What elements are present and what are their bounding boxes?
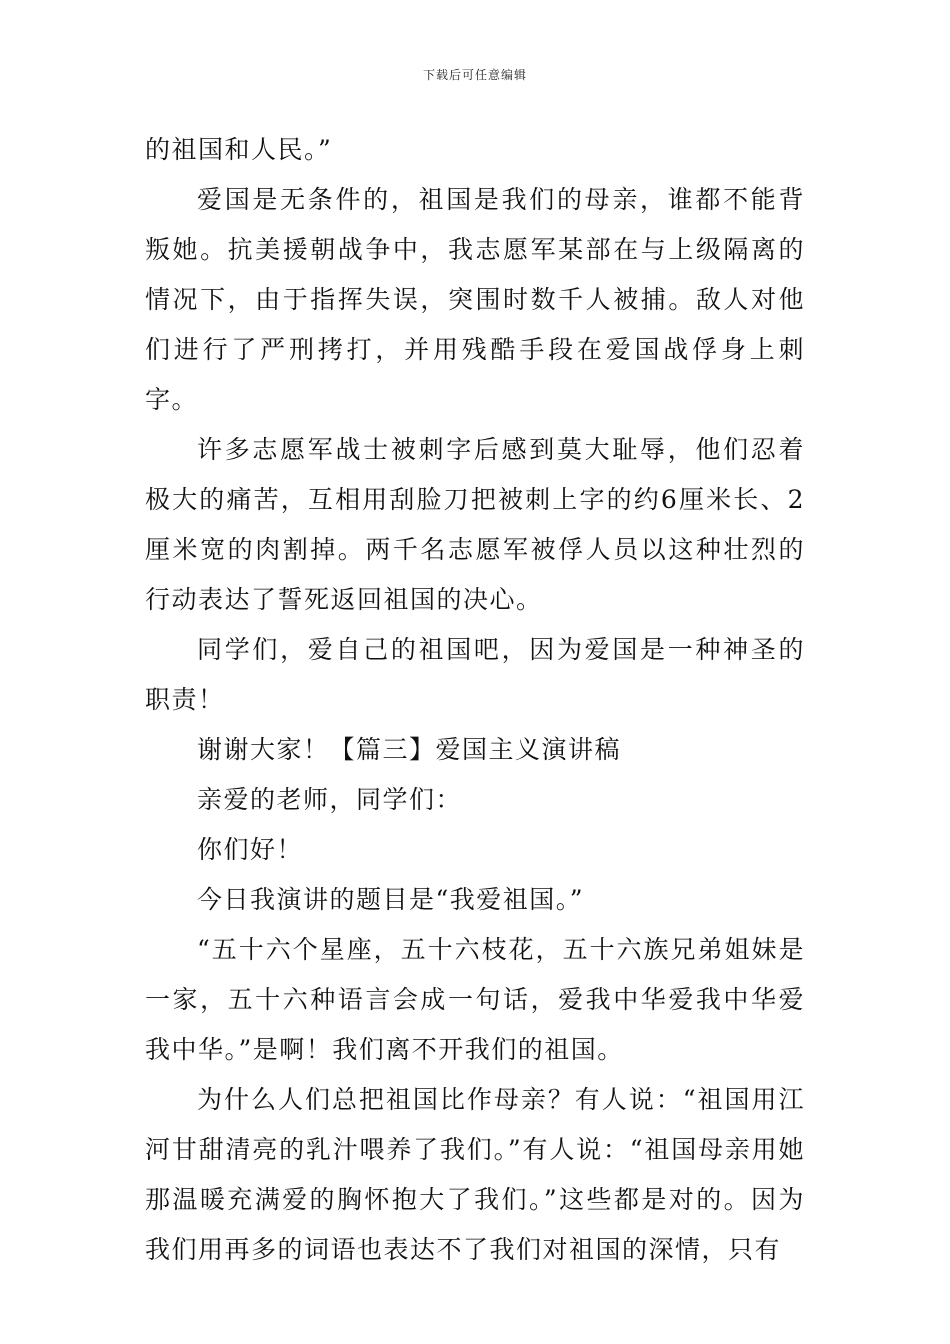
paragraph-5: 谢谢大家！【篇三】爱国主义演讲稿 <box>197 735 622 764</box>
paragraph-7: 你们好！ <box>197 835 304 864</box>
paragraph-1: 的祖国和人民。” <box>145 135 333 164</box>
paragraph-9: “五十六个星座，五十六枝花，五十六族兄弟姐妹是一家，五十六种语言会成一句话，爱我中华爱我中华爱我中华。”是啊！我们离不开我们的祖国。 <box>145 935 805 1064</box>
document-body <box>145 125 805 1275</box>
paragraph-2: 爱国是无条件的，祖国是我们的母亲，谁都不能背叛她。抗美援朝战争中，我志愿军某部在与上级隔离的情况下，由于指挥失误，突围时数千人被捕。敌人对他们进行了严刑拷打，并用残酷手段在爱国战俘身上刺字。 <box>145 185 805 414</box>
paragraph-6: 亲爱的老师，同学们： <box>197 785 463 814</box>
paragraph-8: 今日我演讲的题目是“我爱祖国。” <box>197 885 585 914</box>
header-note: 下载后可任意编辑 <box>422 68 527 82</box>
paragraph-4: 同学们，爱自己的祖国吧，因为爱国是一种神圣的职责！ <box>145 635 805 714</box>
paragraph-10: 为什么人们总把祖国比作母亲？有人说：“祖国用江河甘甜清亮的乳汁喂养了我们。”有人说：“祖国母亲用她那温暖充满爱的胸怀抱大了我们。”这些都是对的。因为我们用再多的词语也表达不了我们对祖国的深情，只有 <box>145 1085 805 1264</box>
paragraph-3: 许多志愿军战士被刺字后感到莫大耻辱，他们忍着极大的痛苦，互相用刮脸刀把被刺上字的约6厘米长、2厘米宽的肉割掉。两千名志愿军被俘人员以这种壮烈的行动表达了誓死返回祖国的决心。 <box>145 435 805 614</box>
